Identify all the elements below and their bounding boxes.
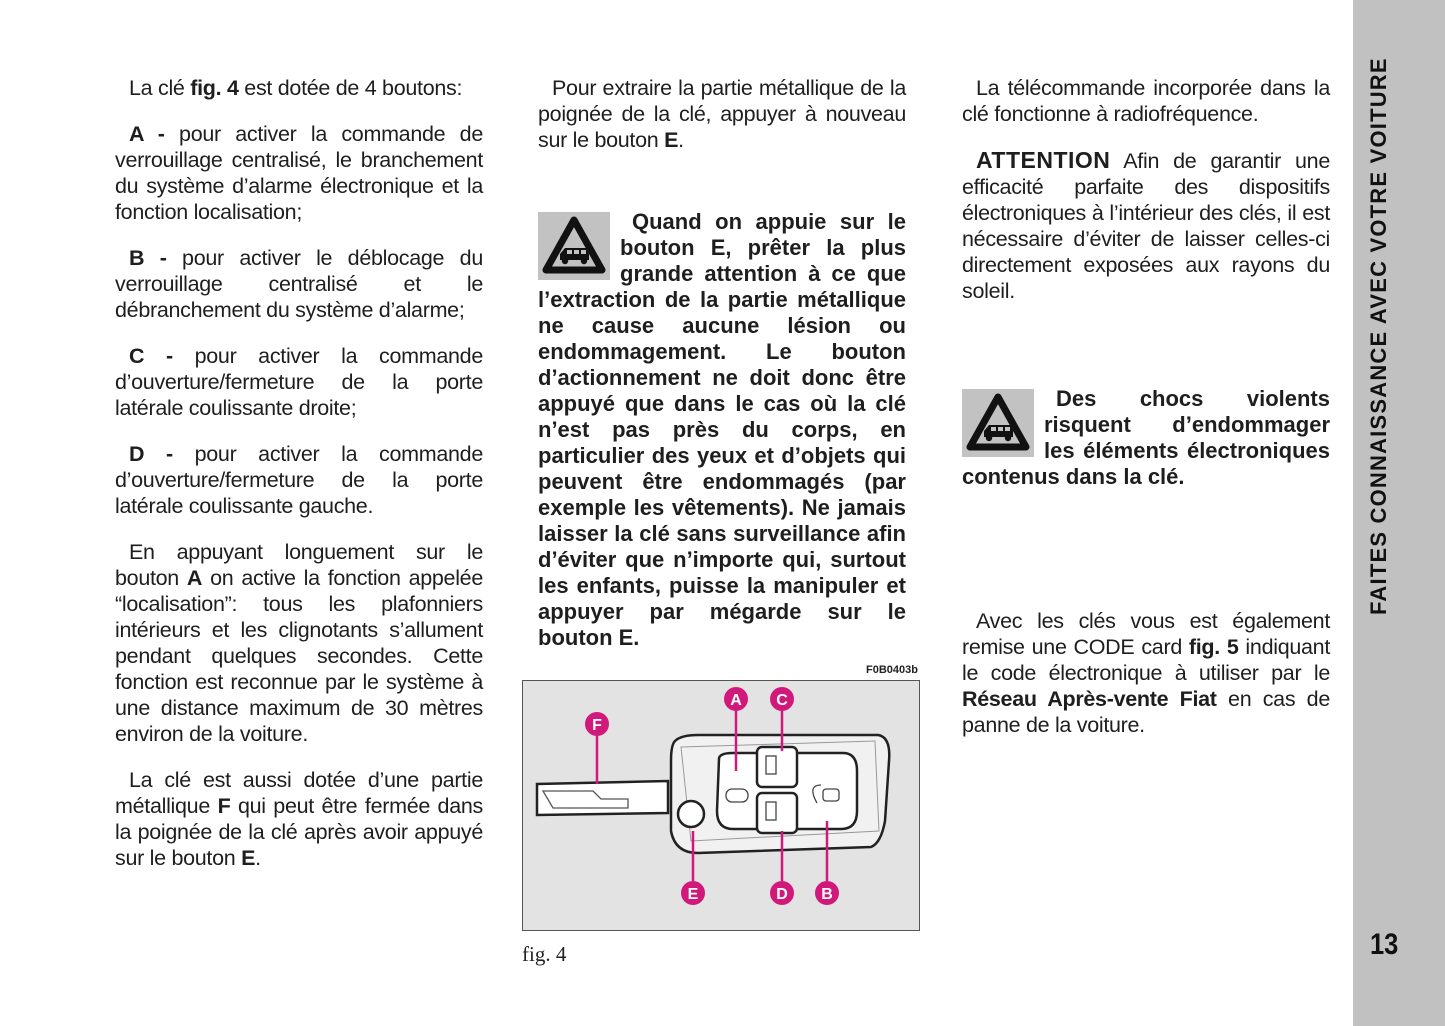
text: . bbox=[678, 128, 684, 152]
fig-reference: fig. 4 bbox=[190, 76, 239, 100]
svg-text:A: A bbox=[730, 692, 742, 709]
svg-text:F: F bbox=[592, 717, 602, 734]
text: indiquant le code électronique à utiliser par le bbox=[962, 635, 1331, 685]
svg-text:C: C bbox=[776, 692, 788, 709]
text: Afin de garantir une efficacité parfaite des dispositifs électroniques à l’intérieur des clés, il est nécessaire d’éviter de laisser celles-ci directement exposées aux rayons du soleil. bbox=[962, 149, 1330, 303]
localisation-paragraph bbox=[115, 539, 483, 747]
svg-text:B: B bbox=[821, 886, 833, 903]
attention-paragraph bbox=[962, 147, 1330, 304]
chapter-title: FAITES CONNAISSANCE AVEC VOTRE VOITURE bbox=[1366, 57, 1391, 615]
column-3 bbox=[962, 75, 1330, 758]
warning-text: Des chocs violents risquent d’endommager les éléments électroniques contenus dans la clé. bbox=[962, 386, 1330, 489]
figure-code: F0B0403b bbox=[866, 664, 918, 676]
car-warning-triangle-icon bbox=[962, 389, 1034, 457]
svg-text:E: E bbox=[687, 886, 699, 903]
attention-label: ATTENTION bbox=[976, 147, 1111, 173]
intro-text: La clé bbox=[129, 76, 191, 100]
text: Avec les clés vous est également remise une CODE card bbox=[962, 609, 1330, 659]
button-a-description bbox=[115, 121, 483, 225]
warning-block-button-e bbox=[538, 209, 906, 651]
button-text: pour activer la commande d’ouverture/fermeture de la porte latérale coulissante droite; bbox=[115, 344, 483, 420]
figure-caption: fig. 4 bbox=[522, 942, 567, 966]
column-1 bbox=[115, 75, 483, 891]
key-illustration bbox=[523, 681, 919, 930]
button-text: pour activer la commande d’ouverture/fermeture de la porte latérale coulissante gauche. bbox=[115, 442, 483, 518]
bold-letter: A bbox=[186, 566, 203, 590]
car-warning-triangle-icon bbox=[538, 212, 610, 280]
fig-reference: fig. 5 bbox=[1188, 635, 1239, 659]
text: . bbox=[255, 846, 261, 870]
page-number: 13 bbox=[1370, 928, 1399, 961]
button-letter: A - bbox=[129, 122, 165, 146]
intro-paragraph bbox=[115, 75, 483, 101]
bold-letter: F bbox=[217, 794, 231, 818]
svg-text:D: D bbox=[776, 886, 788, 903]
column-2 bbox=[538, 75, 906, 651]
text: Pour extraire la partie métallique de la poignée de la clé, appuyer à nouveau sur le bouton bbox=[538, 76, 906, 152]
text: En appuyant longuement sur le bouton bbox=[115, 540, 483, 590]
text: qui peut être fermée dans la poignée de la clé après avoir appuyé sur le bouton bbox=[115, 794, 483, 870]
radio-paragraph: La télécommande incorporée dans la clé fonctionne à radiofréquence. bbox=[962, 76, 1330, 126]
network-name: Réseau Après-vente Fiat bbox=[962, 687, 1217, 711]
button-text: pour activer la commande de verrouillage centralisé, le branchement du système d’alarme électronique et la fonction localisation; bbox=[115, 122, 484, 224]
text: on active la fonction appelée “localisation”: tous les plafonniers intérieurs et les clignotants s’allument pendant quelques secondes. Cette fonction est reconnue par le système à une distance maximum de 30 mètres environ de la voiture. bbox=[115, 566, 483, 746]
button-letter: D - bbox=[129, 442, 173, 466]
metal-part-paragraph bbox=[115, 767, 483, 871]
key-figure bbox=[522, 680, 920, 931]
bold-letter: E bbox=[241, 846, 256, 870]
code-card-paragraph bbox=[962, 608, 1330, 738]
warning-block-shocks bbox=[962, 386, 1330, 490]
bold-letter: E bbox=[664, 128, 679, 152]
extract-paragraph bbox=[538, 75, 906, 153]
intro-text-end: est dotée de 4 boutons: bbox=[238, 76, 463, 100]
text: La clé est aussi dotée d’une partie métallique bbox=[115, 768, 483, 818]
button-letter: C - bbox=[129, 344, 173, 368]
button-b-description bbox=[115, 245, 483, 323]
button-d-description bbox=[115, 441, 483, 519]
button-text: pour activer le déblocage du verrouillage centralisé et le débranchement du système d’alarme; bbox=[115, 246, 484, 322]
button-c-description bbox=[115, 343, 483, 421]
warning-text: Quand on appuie sur le bouton E, prêter la plus grande attention à ce que l’extraction de la partie métallique ne cause aucune lésion ou endommagement. Le bouton d’actionnement ne doit donc être appuyé que dans le cas où la clé n’est pas près du corps, en particulier des yeux et d’objets qui peuvent être endommagés (par exemple les vêtements). Ne jamais laisser la clé sans surveillance afin d’éviter que n’importe qui, surtout les enfants, puisse la manipuler et appuyer par mégarde sur le bouton E. bbox=[538, 209, 906, 650]
text: en cas de panne de la voiture. bbox=[962, 687, 1330, 737]
button-letter: B - bbox=[129, 246, 167, 270]
